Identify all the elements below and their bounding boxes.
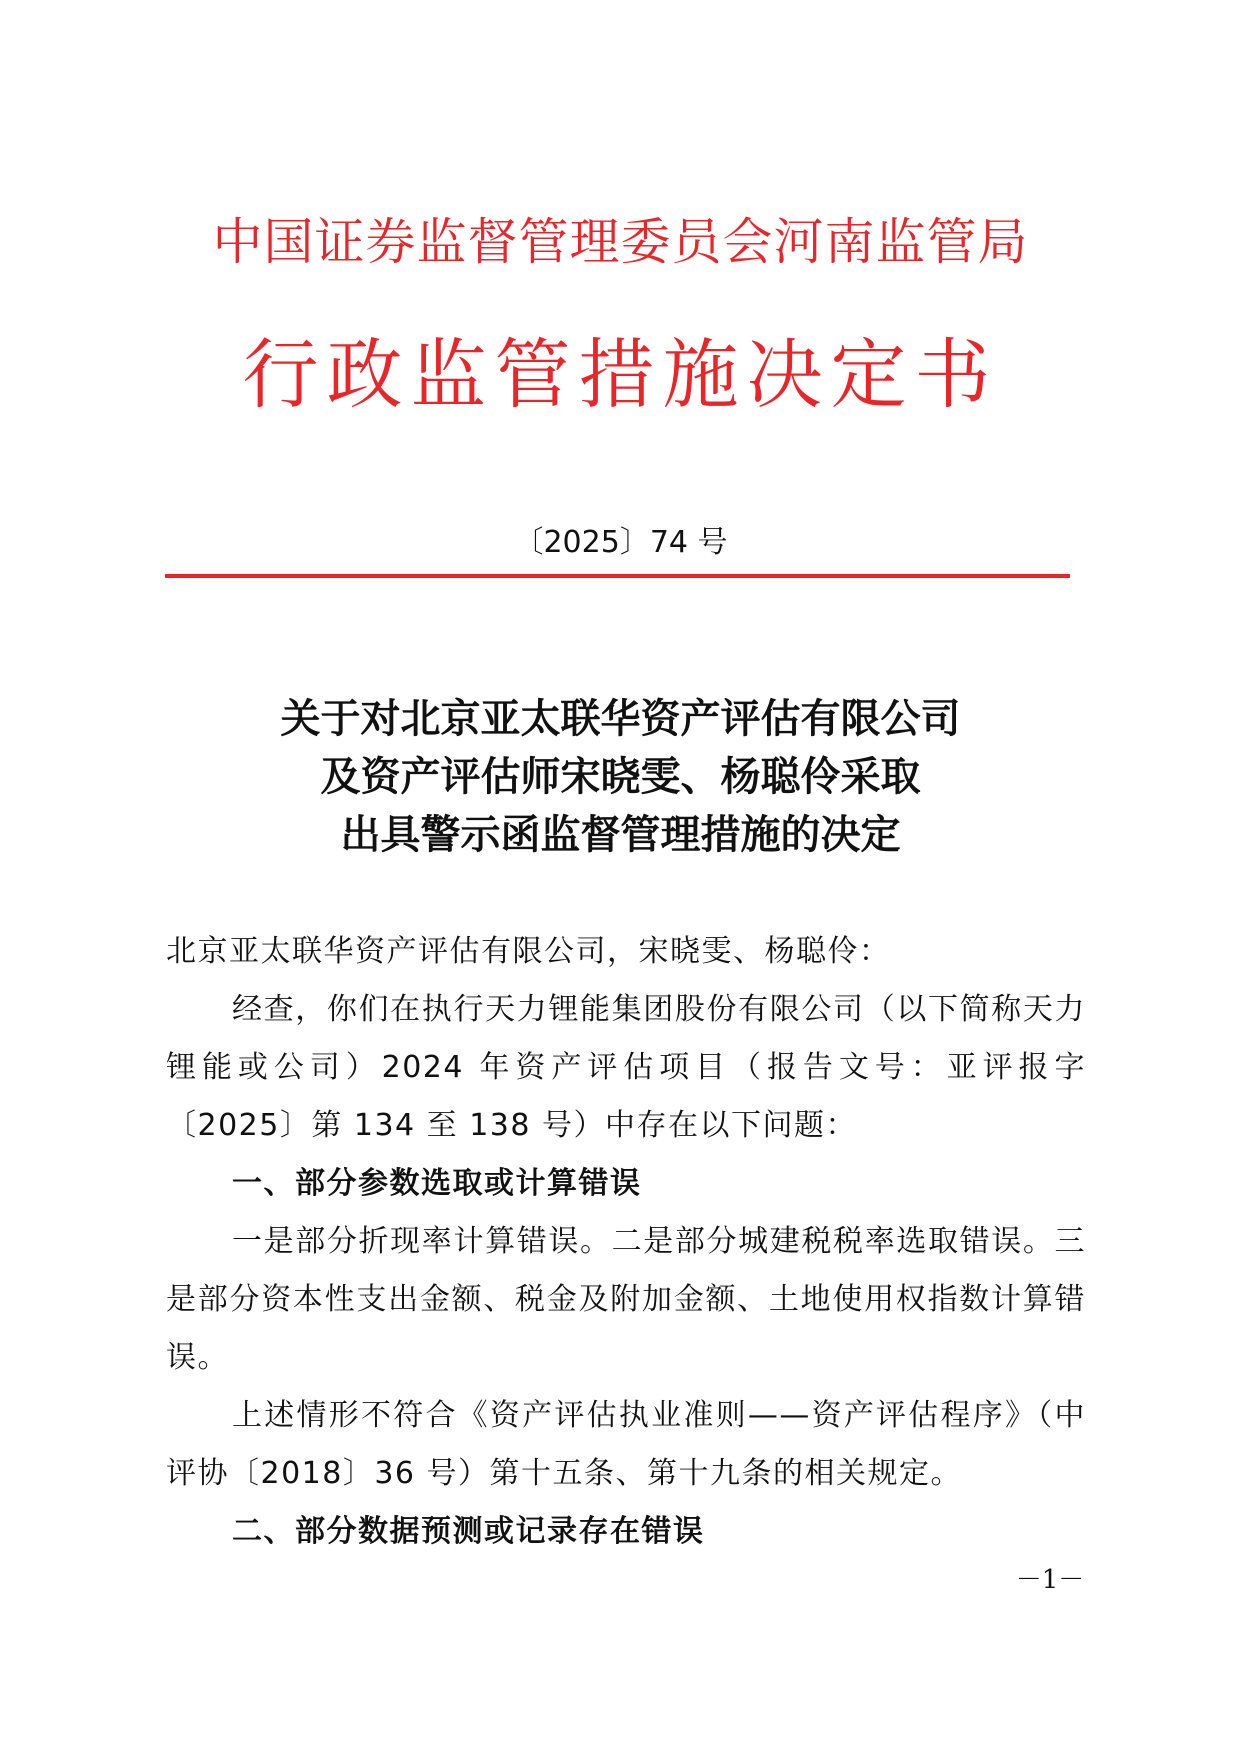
section-2-heading: 二、部分数据预测或记录存在错误 xyxy=(232,1514,705,1549)
title-line: 出具警示函监督管理措施的决定 xyxy=(340,811,901,858)
document-body xyxy=(166,923,1086,1561)
document-type: 行政监管措施决定书 xyxy=(242,330,999,419)
section-1-heading: 一、部分参数选取或计算错误 xyxy=(232,1166,642,1201)
document-number: 〔2025〕74 号 xyxy=(513,525,728,560)
section-1-paragraph: 一是部分折现率计算错误。二是部分城建税税率选取错误。三是部分资本性支出金额、税金及附加金额、土地使用权指数计算错误。 xyxy=(166,1224,1086,1375)
intro-paragraph: 经查，你们在执行天力锂能集团股份有限公司（以下简称天力锂能或公司）2024 年资产评估项目（报告文号：亚评报字〔2025〕第 134 至 138 号）中存在以下问题： xyxy=(166,992,1086,1143)
page-number: －1－ xyxy=(1015,1565,1085,1595)
issuing-agency: 中国证券监督管理委员会河南监管局 xyxy=(212,213,1029,271)
decision-title xyxy=(0,690,1241,864)
title-line: 关于对北京亚太联华资产评估有限公司 xyxy=(280,695,961,742)
title-line: 及资产评估师宋晓雯、杨聪伶采取 xyxy=(320,753,921,800)
red-divider xyxy=(165,574,1070,578)
salutation: 北京亚太联华资产评估有限公司，宋晓雯、杨聪伶： xyxy=(166,934,891,969)
section-1-basis-paragraph: 上述情形不符合《资产评估执业准则——资产评估程序》（中评协〔2018〕36 号）第十五条、第十九条的相关规定。 xyxy=(166,1398,1086,1491)
